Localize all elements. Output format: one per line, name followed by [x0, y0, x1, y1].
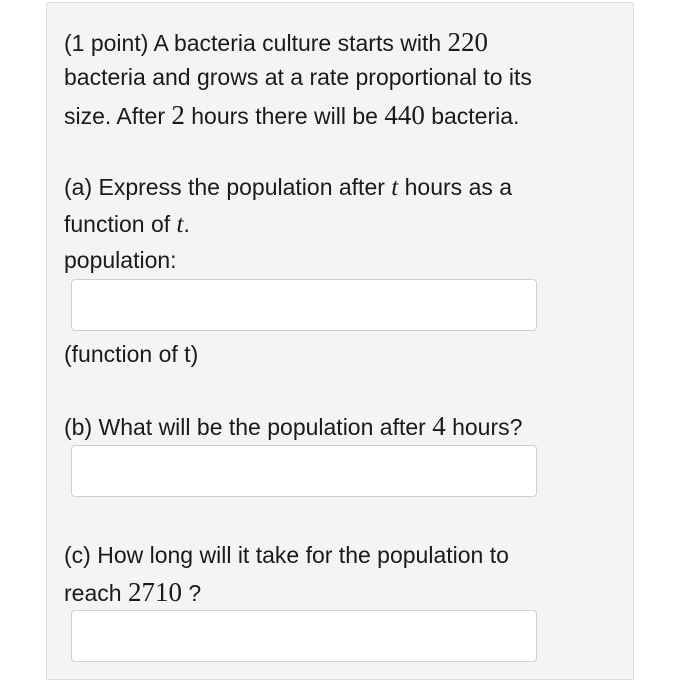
function-of-t-hint: (function of t): [64, 341, 199, 367]
part-a-line-1: [64, 175, 512, 200]
population-function-input[interactable]: [71, 279, 537, 331]
intro-text: size. After: [64, 103, 172, 129]
intro-text: (1 point) A bacteria culture starts with: [64, 30, 448, 56]
intro-line-3: [64, 102, 519, 129]
intro-line-2: bacteria and grows at a rate proportional to its: [64, 64, 532, 90]
part-a-text: .: [183, 211, 190, 237]
intro-text: hours there will be: [184, 103, 385, 129]
part-c-text: ?: [181, 580, 202, 606]
variable-t: t: [176, 211, 184, 238]
part-c-text: reach: [64, 580, 128, 606]
initial-count: 220: [447, 27, 489, 57]
part-c-line-2: [64, 579, 201, 606]
population-after-hours-input[interactable]: [71, 445, 537, 497]
elapsed-hours: 2: [171, 100, 185, 130]
part-c-line-1: (c) How long will it take for the population to: [64, 542, 509, 568]
intro-text: bacteria.: [424, 103, 520, 129]
time-to-target-input[interactable]: [71, 610, 537, 662]
target-count: 2710: [127, 577, 182, 607]
problem-card: [46, 2, 634, 680]
intro-line-1: [64, 29, 488, 56]
later-count: 440: [384, 100, 425, 130]
part-b-text: (b) What will be the population after: [64, 414, 433, 440]
query-hours: 4: [432, 411, 446, 441]
part-a-text: hours as a: [398, 174, 513, 200]
part-a-text: (a) Express the population after: [64, 174, 392, 200]
population-label: population:: [64, 247, 177, 273]
part-a-line-2: [64, 212, 190, 237]
part-a-text: function of: [64, 211, 177, 237]
variable-t: t: [391, 174, 399, 201]
part-b-text: hours?: [445, 414, 523, 440]
part-b-question: [64, 413, 522, 440]
